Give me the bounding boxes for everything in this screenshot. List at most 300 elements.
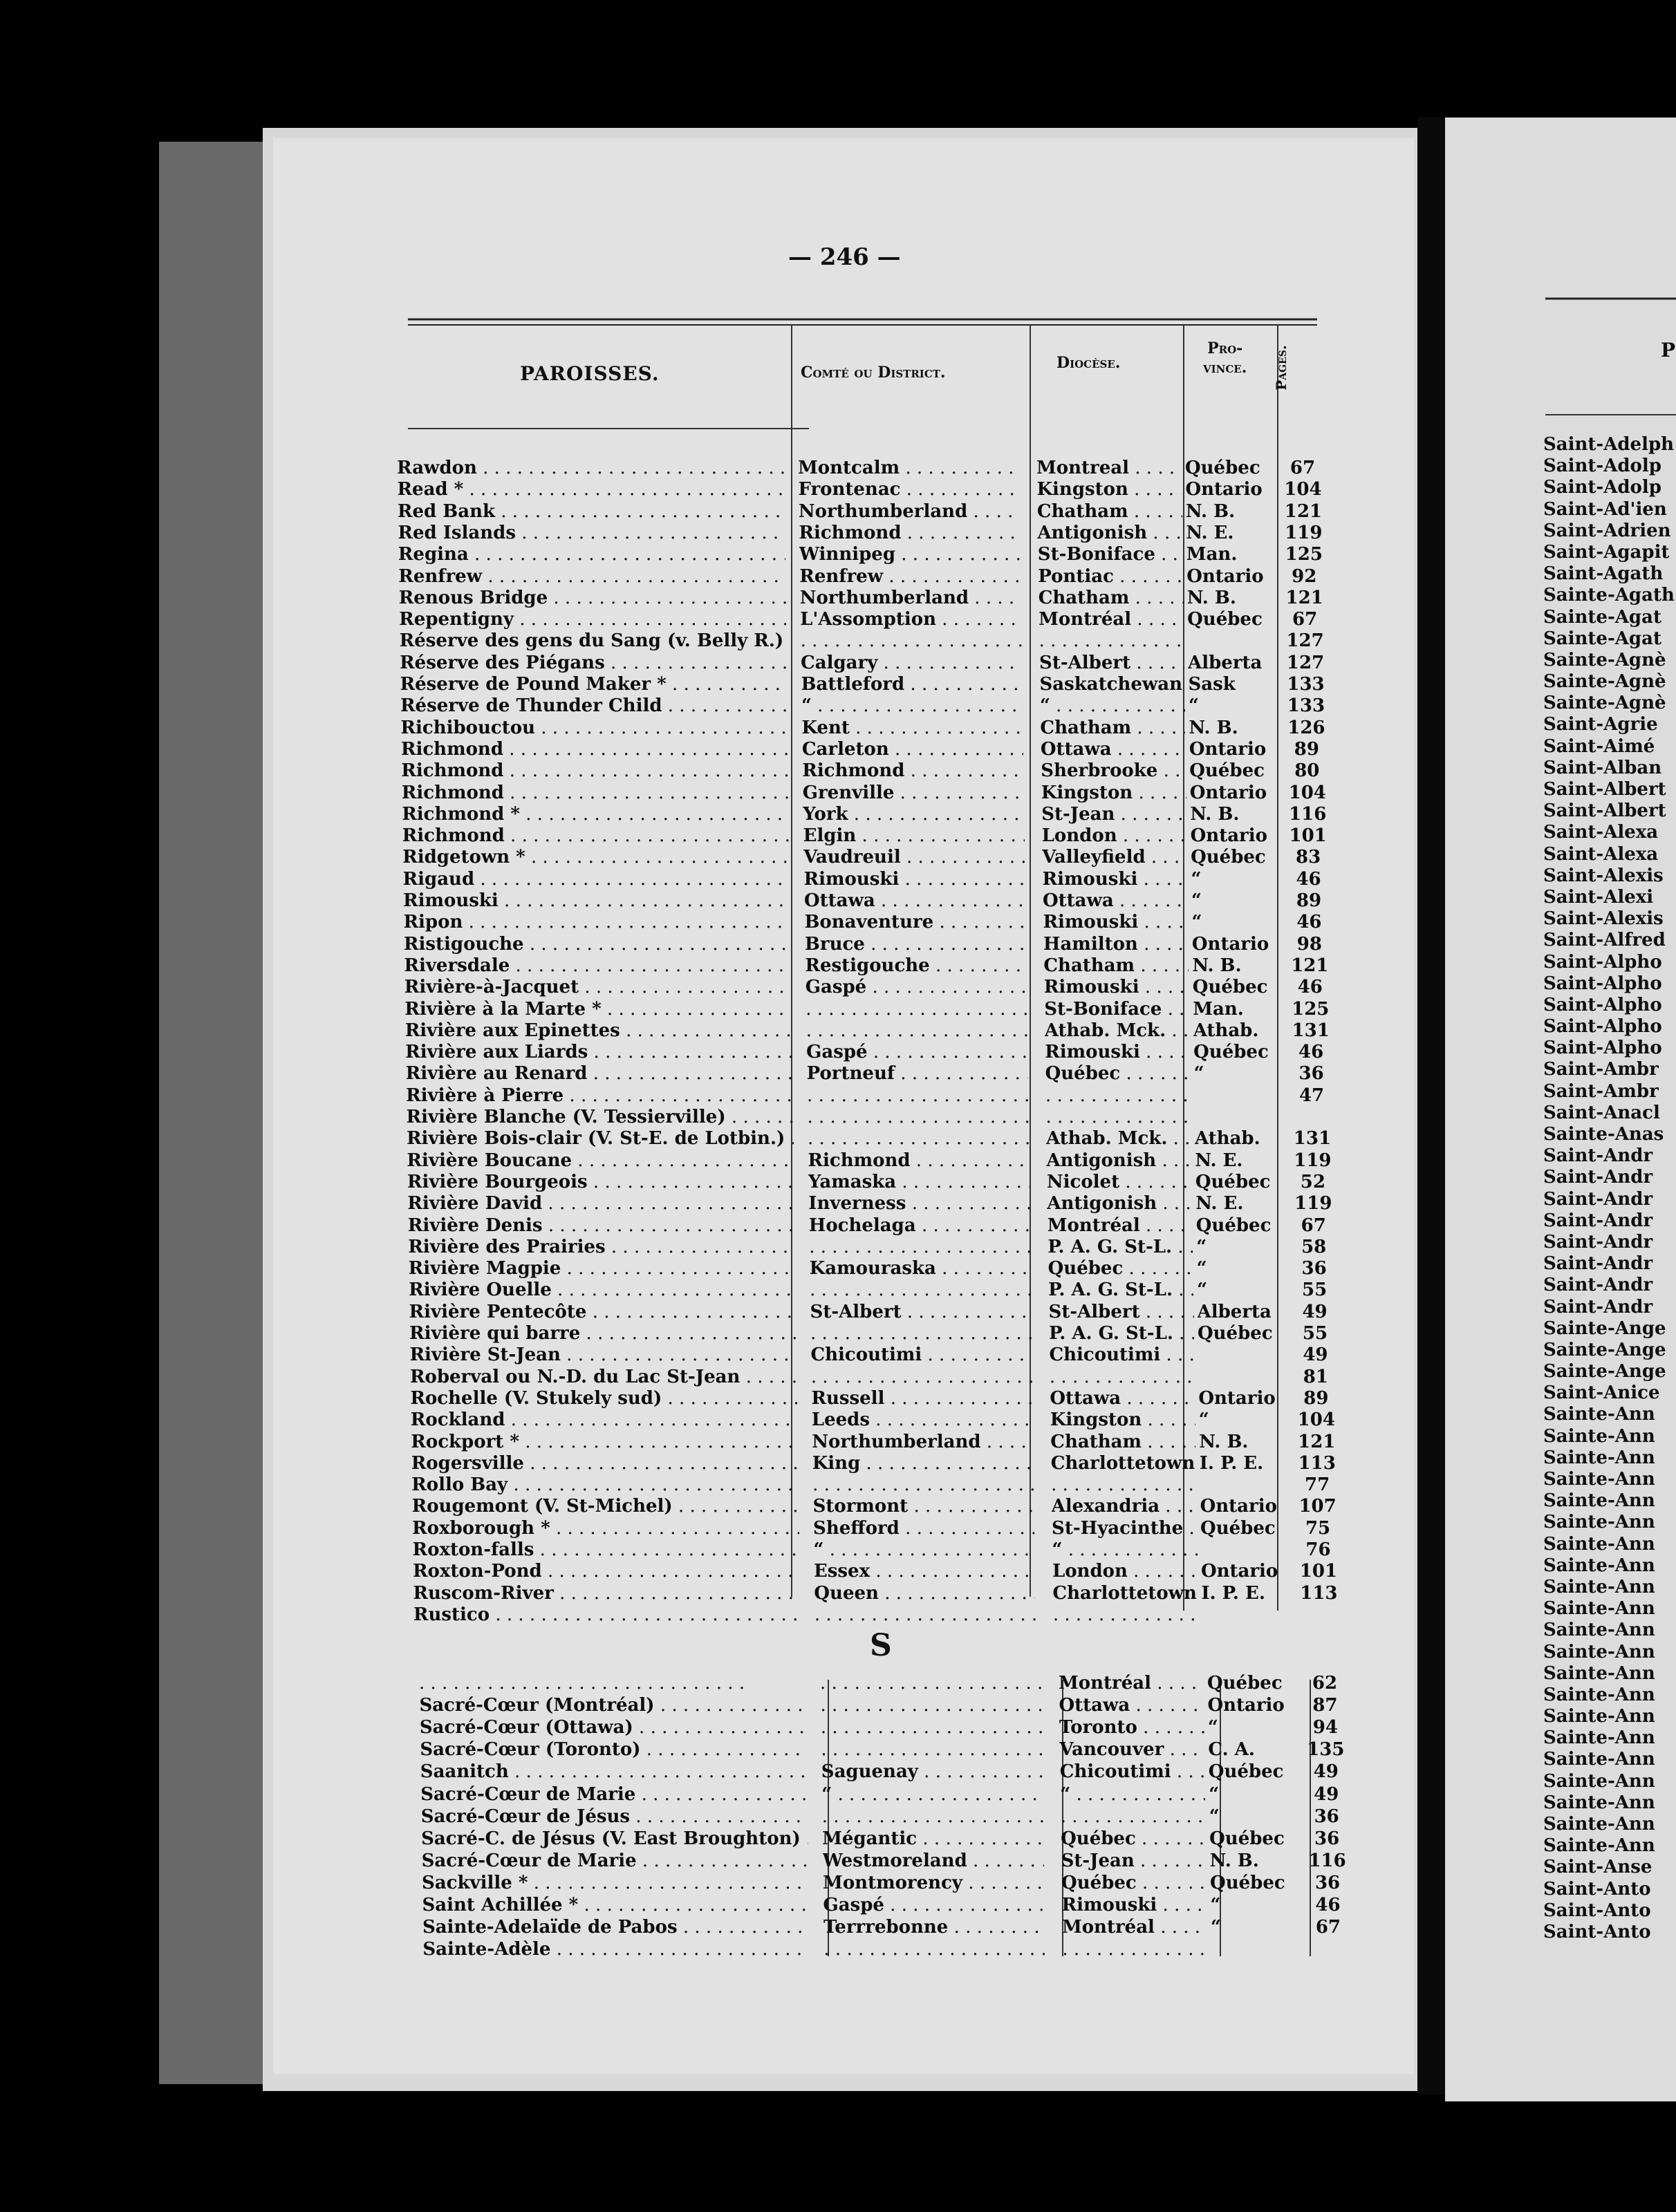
- comte-cell: Kamouraska . . .: [810, 1258, 1031, 1279]
- comte-cell: St-Albert . . .: [810, 1302, 1032, 1322]
- page-cell: 119: [1285, 522, 1323, 543]
- comte-cell: Russell . . .: [811, 1388, 1032, 1409]
- table-row: [419, 1673, 1359, 1694]
- table-row: [408, 1215, 1348, 1236]
- right-page-entry: Saint-Andr: [1543, 1275, 1653, 1296]
- table-row: [413, 1561, 1353, 1582]
- province-cell: N. E.: [1195, 1150, 1243, 1171]
- parish-name: Richibouctou . . .: [400, 718, 788, 738]
- table-row: [408, 1237, 1348, 1257]
- province-cell: Ontario: [1189, 782, 1267, 803]
- province-cell: Québec: [1192, 977, 1268, 998]
- comte-cell: [807, 1085, 1028, 1106]
- comte-cell: Restigouche . . .: [805, 955, 1026, 976]
- right-page-entry: Sainte-Ann: [1543, 1706, 1655, 1727]
- right-page-entry: Saint-Alfred: [1543, 930, 1666, 951]
- table-row: [419, 1695, 1359, 1716]
- right-page-entry: Saint-Anto: [1543, 1878, 1651, 1900]
- comte-cell: “ . . .: [814, 1539, 1035, 1560]
- right-page-entry: Sainte-Ann: [1543, 1555, 1655, 1576]
- right-page-entry: Sainte-Agnè: [1543, 693, 1666, 714]
- right-page-entry: Saint-Andr: [1543, 1231, 1653, 1253]
- diocese-cell: Antigonish . . .: [1037, 523, 1182, 543]
- header-comte: Comté ou District.: [801, 364, 946, 382]
- province-cell: “: [1198, 1409, 1209, 1431]
- diocese-cell: Ottawa . . .: [1059, 1695, 1204, 1716]
- page-cell: 98: [1296, 933, 1322, 955]
- province-cell: Québec: [1200, 1517, 1276, 1539]
- table-row: [404, 999, 1345, 1020]
- right-page-entry: Saint-Ambr: [1543, 1080, 1659, 1102]
- page-cell: 121: [1285, 587, 1323, 608]
- province-cell: Québec: [1189, 760, 1265, 782]
- page-cell: 46: [1298, 1042, 1324, 1063]
- page-cell: 125: [1285, 544, 1323, 565]
- diocese-cell: Athab. Mck. . . .: [1046, 1128, 1191, 1149]
- comte-cell: Frontenac . . .: [798, 479, 1019, 500]
- table-row: [411, 1474, 1352, 1495]
- comte-cell: Rimouski . . .: [804, 869, 1025, 890]
- comte-cell: Saguenay . . .: [821, 1761, 1043, 1782]
- parish-name: Sacré-Cœur (Toronto) . . .: [420, 1739, 807, 1760]
- diocese-cell: Chatham . . .: [1037, 501, 1182, 522]
- diocese-cell: “ . . .: [1060, 1784, 1205, 1805]
- right-page-entry: Sainte-Ann: [1543, 1770, 1655, 1792]
- table-row: [407, 1150, 1347, 1171]
- right-page-entry: Saint-Anto: [1543, 1900, 1651, 1921]
- province-cell: Québec: [1198, 1323, 1273, 1344]
- right-page-entry: Saint-Alban: [1543, 757, 1662, 778]
- table-row: [402, 782, 1342, 803]
- diocese-cell: Saskatchewan . . .: [1040, 674, 1185, 695]
- diocese-cell: Québec . . .: [1061, 1828, 1206, 1849]
- page-cell: 67: [1301, 1215, 1326, 1236]
- table-row: [407, 1193, 1348, 1214]
- table-row: [402, 825, 1343, 846]
- parish-name: Roxton-Pond . . .: [413, 1561, 800, 1582]
- comte-cell: [823, 1939, 1045, 1960]
- comte-cell: King . . .: [812, 1453, 1034, 1474]
- comte-cell: Montcalm . . .: [798, 458, 1019, 478]
- diocese-cell: Montreal . . .: [1036, 458, 1182, 478]
- table-row: [399, 609, 1339, 630]
- comte-cell: Elgin . . .: [803, 825, 1025, 846]
- comte-cell: [809, 1237, 1030, 1257]
- parish-name: Sacré-Cœur (Montréal) . . .: [419, 1695, 806, 1716]
- parish-name: Read * . . .: [397, 479, 784, 500]
- comte-cell: Yamaska . . .: [808, 1172, 1030, 1192]
- comte-cell: [814, 1604, 1036, 1625]
- parish-name: Rawdon . . .: [397, 458, 784, 478]
- page-cell: 121: [1284, 500, 1323, 522]
- diocese-cell: Athab. Mck. . . .: [1045, 1020, 1190, 1041]
- parish-name: Rivière St-Jean . . .: [409, 1344, 797, 1365]
- page-cell: 49: [1314, 1783, 1339, 1805]
- comte-cell: [811, 1367, 1032, 1387]
- diocese-cell: Montréal . . .: [1039, 609, 1184, 630]
- diocese-cell: Chatham . . .: [1050, 1432, 1195, 1452]
- page-cell: 121: [1291, 955, 1329, 976]
- header-province: Pro- vince.: [1203, 339, 1247, 377]
- province-cell: Ontario: [1186, 565, 1264, 587]
- comte-cell: Northumberland . . .: [812, 1432, 1033, 1452]
- right-page-entry: Sainte-Ange: [1543, 1361, 1666, 1382]
- right-page-entry: Saint-Agrie: [1543, 714, 1658, 735]
- comte-cell: Richmond . . .: [802, 760, 1023, 781]
- province-cell: Sask: [1188, 674, 1236, 695]
- diocese-cell: St-Boniface . . .: [1038, 544, 1183, 565]
- table-row: [422, 1850, 1362, 1871]
- diocese-cell: Nicolet . . .: [1047, 1172, 1192, 1192]
- comte-cell: Essex . . .: [814, 1561, 1035, 1582]
- page-cell: 46: [1296, 912, 1322, 933]
- province-cell: “: [1196, 1236, 1207, 1257]
- page-cell: 116: [1289, 803, 1327, 825]
- table-row: [410, 1388, 1350, 1409]
- province-cell: Québec: [1185, 458, 1260, 478]
- right-page-entry: Sainte-Ann: [1543, 1814, 1655, 1835]
- parish-name: Sacré-Cœur (Ottawa) . . .: [420, 1717, 807, 1738]
- parish-name: Ristigouche . . .: [404, 934, 791, 955]
- page-cell: 49: [1302, 1301, 1328, 1322]
- table-row: [404, 955, 1344, 976]
- parish-name: Renfrew . . .: [398, 566, 785, 587]
- right-page-entry: Saint-Adelph: [1543, 434, 1675, 455]
- page-cell: 83: [1296, 847, 1321, 868]
- parish-name: Ridgetown * . . .: [402, 847, 790, 868]
- right-page-entry: Sainte-Ann: [1543, 1598, 1655, 1620]
- right-page-entry: Saint-Alpho: [1543, 1016, 1662, 1038]
- table-row: [407, 1107, 1347, 1127]
- table-row: [413, 1539, 1353, 1560]
- parish-name: Rivière-à-Jacquet . . .: [404, 977, 792, 997]
- province-cell: Québec: [1207, 1673, 1283, 1694]
- table-row: [420, 1784, 1361, 1805]
- right-page-entry: Sainte-Ann: [1543, 1641, 1655, 1662]
- right-page-entry: Saint-Anto: [1543, 1921, 1651, 1942]
- page-cell: 116: [1308, 1850, 1346, 1871]
- comte-cell: Northumberland . . .: [800, 588, 1021, 608]
- right-page-entry: Sainte-Agnè: [1543, 671, 1666, 693]
- table-row: [422, 1895, 1363, 1915]
- diocese-cell: Rimouski . . .: [1062, 1895, 1207, 1915]
- province-cell: Québec: [1210, 1872, 1285, 1893]
- province-cell: “: [1209, 1783, 1220, 1805]
- diocese-cell: [1050, 1367, 1195, 1387]
- province-cell: Québec: [1187, 609, 1263, 630]
- province-cell: I. P. E.: [1199, 1452, 1264, 1474]
- parish-name: Rimouski . . .: [403, 890, 790, 911]
- page-cell: 127: [1286, 630, 1324, 652]
- comte-cell: [808, 1128, 1029, 1149]
- right-page-entry: Saint-Anacl: [1543, 1102, 1660, 1123]
- diocese-cell: Montréal . . .: [1048, 1215, 1193, 1236]
- comte-cell: Kent . . .: [801, 718, 1023, 738]
- parish-name: Ripon . . .: [403, 912, 790, 932]
- comte-cell: Queen . . .: [814, 1583, 1035, 1604]
- diocese-cell: Kingston . . .: [1036, 479, 1182, 500]
- comte-cell: Calgary . . .: [801, 653, 1022, 673]
- parish-name: Rivière à Pierre . . .: [406, 1085, 793, 1106]
- comte-cell: Carleton . . .: [802, 739, 1023, 760]
- parish-name: [419, 1673, 806, 1694]
- comte-cell: [820, 1673, 1041, 1694]
- table-row: [420, 1717, 1360, 1738]
- page-cell: 58: [1301, 1236, 1327, 1257]
- diocese-cell: “ . . .: [1052, 1539, 1198, 1560]
- page-cell: 67: [1289, 458, 1316, 478]
- diocese-cell: London . . .: [1042, 825, 1187, 846]
- province-cell: Ontario: [1198, 1387, 1276, 1409]
- comte-cell: Vaudreuil . . .: [803, 847, 1025, 868]
- province-cell: “: [1210, 1895, 1221, 1915]
- province-cell: Ontario: [1207, 1695, 1285, 1716]
- province-cell: N. E.: [1186, 522, 1234, 543]
- diocese-cell: Antigonish . . .: [1046, 1150, 1191, 1171]
- parish-name: Saanitch . . .: [420, 1761, 808, 1782]
- diocese-cell: Kingston . . .: [1041, 782, 1186, 803]
- diocese-cell: St-Boniface . . .: [1044, 999, 1189, 1020]
- table-row: [413, 1583, 1353, 1604]
- comte-cell: Gaspé . . .: [806, 1042, 1027, 1062]
- diocese-cell: Sherbrooke . . .: [1041, 760, 1186, 781]
- right-page-entry: Sainte-Ann: [1543, 1447, 1655, 1468]
- table-row: [405, 1042, 1346, 1062]
- page-cell: 113: [1300, 1582, 1338, 1604]
- page-cell: 55: [1302, 1323, 1328, 1344]
- right-page-entry: Saint-Andr: [1543, 1253, 1653, 1275]
- parish-name: Rivière Ouelle . . .: [409, 1280, 796, 1300]
- province-cell: “: [1207, 1717, 1218, 1738]
- parish-name: Rivière David . . .: [407, 1193, 794, 1214]
- right-page-entry: Sainte-Ann: [1543, 1749, 1655, 1770]
- province-cell: “: [1188, 695, 1199, 717]
- comte-cell: [806, 1020, 1027, 1041]
- table-row: [406, 1063, 1346, 1084]
- diocese-cell: [1053, 1604, 1198, 1625]
- table-row: [400, 718, 1341, 738]
- comte-cell: [808, 1107, 1029, 1127]
- page-cell: 67: [1315, 1917, 1341, 1938]
- parish-name: Regina . . .: [398, 544, 785, 565]
- province-cell: I. P. E.: [1201, 1582, 1265, 1604]
- right-page-entry: Saint-Alexa: [1543, 843, 1659, 865]
- diocese-cell: Ottawa . . .: [1043, 890, 1188, 911]
- page-cell: 94: [1312, 1717, 1338, 1738]
- comte-cell: [821, 1717, 1042, 1738]
- parish-name: Ruscom-River . . .: [413, 1583, 800, 1604]
- diocese-cell: Québec . . .: [1045, 1063, 1191, 1084]
- province-cell: N. E.: [1195, 1193, 1244, 1215]
- diocese-cell: Alexandria . . .: [1052, 1496, 1197, 1517]
- parish-name: Rigaud . . .: [403, 869, 790, 890]
- table-row: [400, 695, 1341, 716]
- page-cell: 121: [1298, 1431, 1336, 1452]
- right-page-entry: Sainte-Ann: [1543, 1533, 1655, 1555]
- page-cell: 76: [1305, 1539, 1331, 1560]
- page-cell: 126: [1287, 717, 1325, 738]
- diocese-cell: St-Hyacinthe . . .: [1052, 1518, 1197, 1539]
- table-row: [403, 912, 1343, 932]
- parish-name: Réserve des Piégans . . .: [400, 653, 787, 673]
- parish-name: Repentigny . . .: [399, 609, 786, 630]
- parish-name: Saint Achillée * . . .: [422, 1895, 810, 1915]
- page-cell: 119: [1294, 1150, 1332, 1171]
- page-cell: 52: [1300, 1171, 1325, 1192]
- parish-name: Réserve des gens du Sang (v. Belly R.) . . .: [400, 630, 787, 651]
- table-row: [404, 977, 1345, 997]
- diocese-cell: Antigonish . . .: [1047, 1193, 1192, 1214]
- diocese-cell: Chatham . . .: [1039, 588, 1184, 608]
- right-page-entry: Sainte-Ann: [1543, 1727, 1655, 1749]
- right-page-list: [1543, 434, 1675, 1943]
- diocese-cell: Rimouski . . .: [1043, 912, 1188, 932]
- province-cell: Alberta: [1188, 652, 1263, 673]
- parish-name: Sacré-Cœur de Jésus . . .: [421, 1806, 808, 1827]
- parish-name: Rollo Bay . . .: [411, 1474, 799, 1495]
- diocese-cell: Québec . . .: [1048, 1258, 1193, 1279]
- province-cell: “: [1210, 1917, 1221, 1938]
- table-row: [400, 653, 1340, 673]
- comte-cell: “ . . .: [821, 1784, 1043, 1805]
- page-cell: 62: [1312, 1673, 1338, 1694]
- diocese-cell: Rimouski . . .: [1044, 977, 1189, 997]
- comte-cell: [820, 1695, 1041, 1716]
- parish-name: Rivière qui barre . . .: [409, 1323, 797, 1344]
- header-pages: Pages.: [1272, 345, 1289, 391]
- diocese-cell: “ . . .: [1040, 695, 1185, 716]
- diocese-cell: [1039, 630, 1184, 651]
- table-row: [421, 1828, 1361, 1849]
- table-row: [411, 1432, 1351, 1452]
- right-page-header: P: [1661, 339, 1676, 362]
- comte-cell: Terrrebonne . . .: [823, 1917, 1045, 1938]
- table-row: [422, 1873, 1362, 1893]
- page-cell: 46: [1297, 977, 1323, 998]
- table-row: [412, 1518, 1352, 1539]
- table-row: [397, 479, 1337, 500]
- right-page-entry: Sainte-Ann: [1543, 1792, 1655, 1813]
- parish-name: Riversdale . . .: [404, 955, 791, 976]
- province-cell: Man.: [1193, 998, 1244, 1020]
- province-cell: C. A.: [1208, 1739, 1255, 1761]
- diocese-cell: Pontiac . . .: [1038, 566, 1183, 587]
- province-cell: N. B.: [1209, 1850, 1259, 1871]
- page-cell: 75: [1305, 1517, 1331, 1539]
- page-cell: 104: [1288, 782, 1326, 803]
- table-row: [420, 1739, 1360, 1760]
- table-row: [399, 588, 1339, 608]
- parish-name: Rivière Magpie . . .: [409, 1258, 796, 1279]
- parish-name: Red Islands . . .: [398, 523, 785, 543]
- comte-cell: Richmond . . .: [799, 523, 1020, 543]
- table-row: [401, 760, 1341, 781]
- province-cell: Québec: [1195, 1171, 1271, 1192]
- parish-name: Sackville * . . .: [422, 1873, 809, 1893]
- right-page-entry: Sainte-Ann: [1543, 1490, 1655, 1512]
- province-cell: Alberta: [1197, 1301, 1272, 1322]
- page-cell: 55: [1302, 1280, 1328, 1301]
- table-row: [398, 501, 1338, 522]
- parish-name: Sacré-C. de Jésus (V. East Broughton) . . .: [421, 1828, 808, 1849]
- page-cell: 46: [1296, 868, 1321, 890]
- right-page-entry: Sainte-Agnè: [1543, 649, 1666, 671]
- page-cell: 49: [1313, 1761, 1339, 1783]
- comte-cell: [821, 1739, 1042, 1760]
- parish-name: Rogersville . . .: [411, 1453, 799, 1474]
- right-page-entry: Saint-Alpho: [1543, 973, 1662, 994]
- page-cell: 36: [1314, 1806, 1339, 1827]
- right-page-entry: Saint-Adolp: [1543, 477, 1661, 498]
- diocese-cell: Montréal . . .: [1059, 1673, 1204, 1694]
- section-letter: S: [870, 1628, 892, 1663]
- comte-cell: [822, 1806, 1043, 1827]
- page-number: — 246 —: [788, 243, 901, 271]
- province-cell: Ontario: [1191, 933, 1269, 955]
- parish-name: Sacré-Cœur de Marie . . .: [420, 1784, 808, 1805]
- province-cell: Québec: [1191, 847, 1266, 868]
- table-row: [400, 674, 1341, 695]
- diocese-cell: Ottawa . . .: [1050, 1388, 1195, 1409]
- comte-cell: Montmorency . . .: [823, 1873, 1044, 1893]
- comte-cell: Mégantic . . .: [822, 1828, 1043, 1849]
- right-page-entry: Sainte-Agat: [1543, 606, 1661, 628]
- right-page-entry: Sainte-Ann: [1543, 1662, 1655, 1684]
- parish-name: Richmond . . .: [402, 782, 789, 803]
- right-page-entry: Sainte-Ann: [1543, 1425, 1655, 1447]
- right-page-entry: Saint-Ambr: [1543, 1059, 1659, 1080]
- diocese-cell: Ottawa . . .: [1041, 739, 1186, 760]
- comte-cell: L'Assomption . . .: [800, 609, 1021, 630]
- page-cell: 135: [1307, 1739, 1345, 1761]
- parish-name: Rivière Pentecôte . . .: [409, 1302, 797, 1322]
- parish-name: Rivière à la Marte * . . .: [404, 999, 792, 1020]
- province-cell: N. B.: [1186, 587, 1236, 608]
- parish-name: Sainte-Adèle . . .: [422, 1939, 810, 1960]
- province-cell: “: [1196, 1258, 1207, 1280]
- right-page-entry: Saint-Albert: [1543, 800, 1666, 822]
- page-cell: 89: [1294, 738, 1319, 760]
- parish-name: Roxton-falls . . .: [413, 1539, 800, 1560]
- diocese-cell: Chicoutimi . . .: [1049, 1344, 1194, 1365]
- page-cell: 36: [1301, 1258, 1327, 1280]
- right-page-entry: Saint-Andr: [1543, 1145, 1653, 1167]
- parish-name: Red Bank . . .: [398, 501, 785, 522]
- comte-cell: Richmond . . .: [808, 1150, 1029, 1171]
- page-cell: 125: [1292, 998, 1330, 1020]
- page-cell: 133: [1287, 674, 1325, 695]
- page-cell: 46: [1315, 1895, 1341, 1915]
- province-cell: Québec: [1195, 1215, 1272, 1236]
- table-row: [398, 544, 1339, 565]
- table-row: [402, 804, 1342, 825]
- page-cell: 77: [1305, 1474, 1330, 1496]
- right-page-entry: Saint-Adolp: [1543, 456, 1661, 477]
- right-page-entry: Sainte-Ange: [1543, 1318, 1666, 1339]
- right-page-entry: Sainte-Ann: [1543, 1620, 1655, 1641]
- right-page-entry: Saint-Albert: [1543, 779, 1666, 800]
- parish-name: Richmond * . . .: [402, 804, 789, 825]
- page-cell: 67: [1292, 609, 1318, 630]
- diocese-cell: Rimouski . . .: [1045, 1042, 1190, 1062]
- comte-cell: [812, 1474, 1034, 1495]
- table-row: [398, 523, 1338, 543]
- diocese-cell: London . . .: [1052, 1561, 1198, 1582]
- table-row: [409, 1258, 1349, 1279]
- table-row: [422, 1939, 1363, 1960]
- page-cell: 119: [1294, 1193, 1332, 1215]
- right-page-entry: Sainte-Ann: [1543, 1512, 1655, 1533]
